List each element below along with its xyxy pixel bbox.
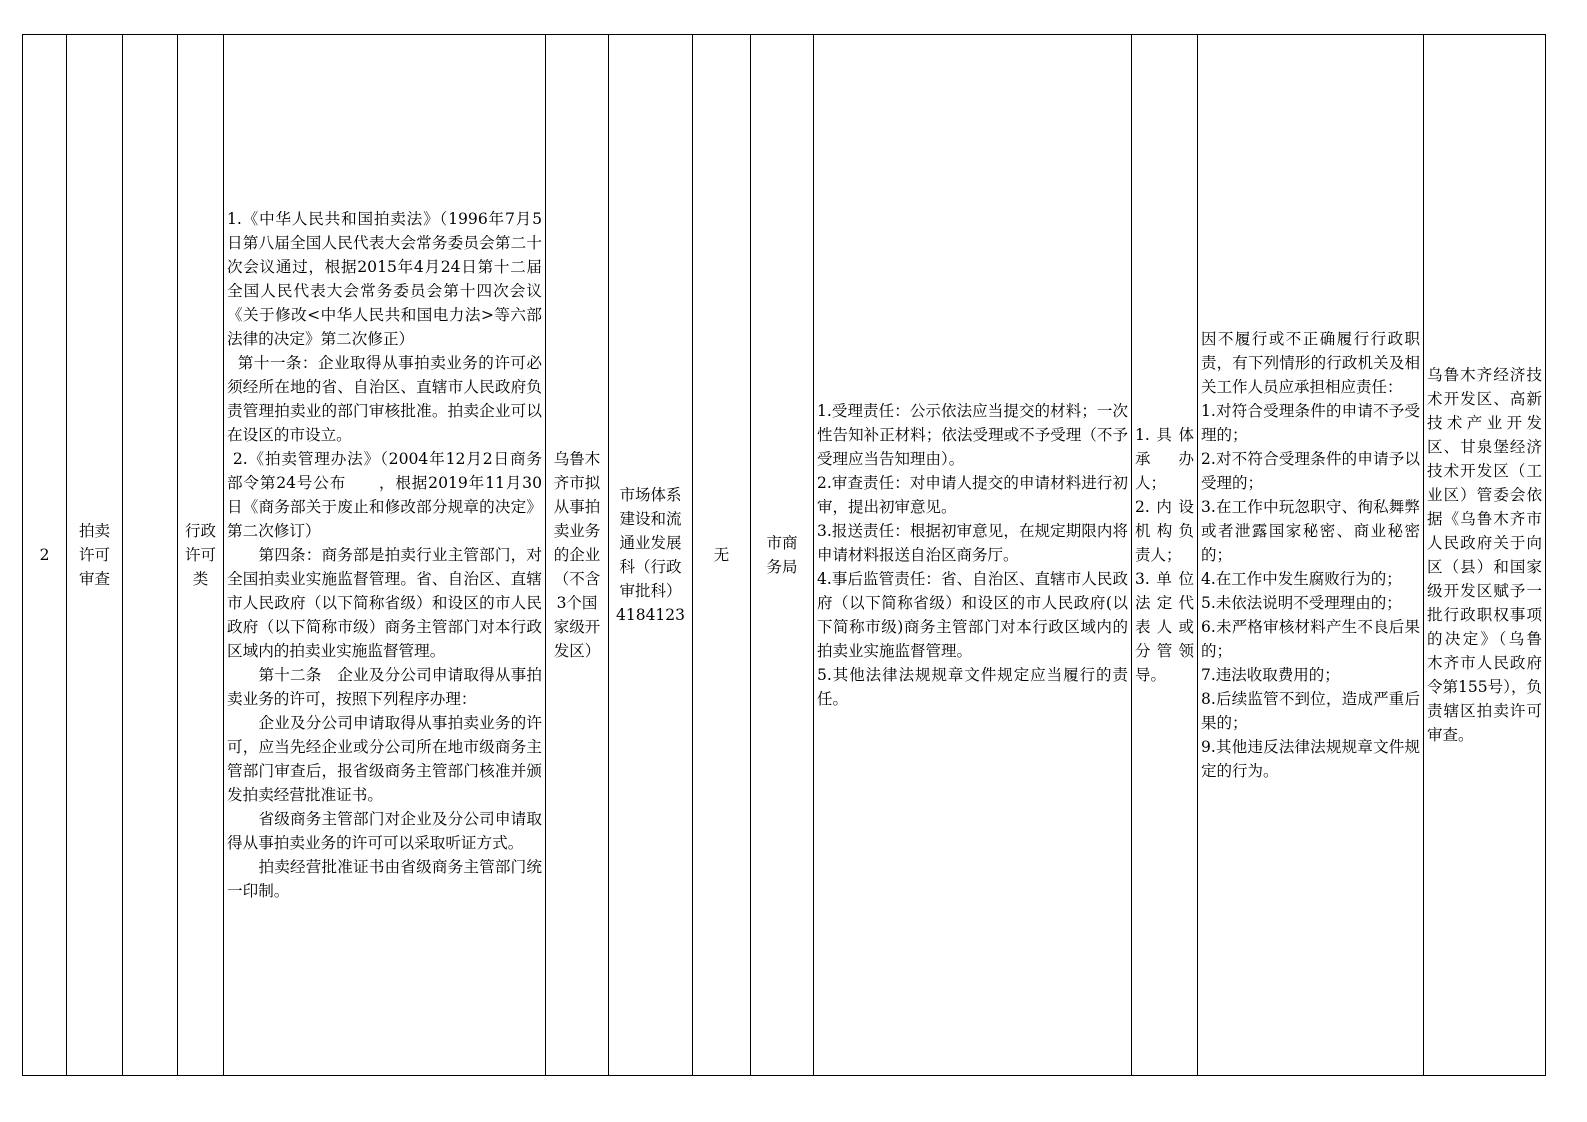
undertaking-dept-cell bbox=[609, 35, 693, 1076]
implementing-authority: 市商务局 bbox=[766, 534, 798, 576]
responsible-person: 2.内设机构负责人； bbox=[1135, 498, 1194, 564]
basis-paragraph: 1.《中华人民共和国拍卖法》（1996年7月5日第八届全国人民代表大会常务委员会第二十次会议通过，根据2015年4月24日第十二届全国人民代表大会常务委员会第十四次会议《关于修改<中华人民共和国电力法>等六部法律的决定》第二次修正） bbox=[227, 210, 542, 348]
other-cell bbox=[693, 35, 751, 1076]
basis-paragraph: 2.《拍卖管理办法》（2004年12月2日商务部令第24号公布 ，根据2019年11月30日《商务部关于废止和修改部分规章的决定》第二次修订） bbox=[227, 450, 542, 540]
item-category: 行政许可类 bbox=[184, 522, 216, 588]
accountability-item: 7.违法收取费用的； bbox=[1201, 666, 1340, 684]
basis-paragraph: 第四条：商务部是拍卖行业主管部门，对全国拍卖业实施监督管理。省、自治区、直辖市人民政府（以下简称省级）和设区的市人民政府（以下简称市级）商务主管部门对本行政区域内的拍卖业实施监督管理。 bbox=[227, 546, 542, 660]
duty-item: 2.审查责任：对申请人提交的申请材料进行初审，提出初审意见。 bbox=[817, 474, 1128, 516]
basis-paragraph: 第十二条 企业及分公司申请取得从事拍卖业务的许可，按照下列程序办理： bbox=[227, 666, 542, 708]
responsible-person: 1.具体承办人； bbox=[1135, 426, 1194, 492]
accountability-item: 1.对符合受理条件的申请不予受理的； bbox=[1201, 402, 1420, 444]
item-name: 拍卖许可审查 bbox=[78, 522, 110, 588]
accountability-item: 9.其他违反法律法规规章文件规定的行为。 bbox=[1201, 738, 1420, 780]
basis-paragraph: 企业及分公司申请取得从事拍卖业务的许可，应当先经企业或分公司所在地市级商务主管部门审查后，报省级商务主管部门核准并颁发拍卖经营批准证书。 bbox=[227, 714, 542, 804]
subject-cell bbox=[546, 35, 609, 1076]
duty-item: 5.其他法律法规规章文件规定应当履行的责任。 bbox=[817, 666, 1128, 708]
basis-paragraph: 第十一条：企业取得从事拍卖业务的许可必须经所在地的省、自治区、直辖市人民政府负责管理拍卖业的部门审核批准。拍卖企业可以在设区的市设立。 bbox=[227, 354, 542, 444]
power-list-table bbox=[22, 34, 1546, 1076]
basis-cell bbox=[224, 35, 546, 1076]
sub-item-cell bbox=[123, 35, 178, 1076]
accountability-cell bbox=[1198, 35, 1424, 1076]
duty-item: 4.事后监管责任：省、自治区、直辖市人民政府（以下简称省级）和设区的市人民政府(以下简称市级)商务主管部门对本行政区域内的拍卖业实施监督管理。 bbox=[817, 570, 1128, 660]
responsible-cell bbox=[1132, 35, 1198, 1076]
remarks-cell bbox=[1424, 35, 1546, 1076]
category-cell bbox=[178, 35, 224, 1076]
basis-paragraph: 省级商务主管部门对企业及分公司申请取得从事拍卖业务的许可可以采取听证方式。 bbox=[227, 810, 542, 852]
remarks-text: 乌鲁木齐经济技术开发区、高新技术产业开发区、甘泉堡经济技术开发区（工业区）管委会依据《乌鲁木齐市人民政府关于向区（县）和国家级开发区赋予一批行政职权事项的决定》（乌鲁木齐市人民政府令第155号），负责辖区拍卖许可审查。 bbox=[1427, 366, 1542, 744]
accountability-item: 5.未依法说明不受理理由的； bbox=[1201, 594, 1402, 612]
undertaking-department: 市场体系建设和流通业发展科（行政审批科）4184123 bbox=[615, 486, 686, 624]
accountability-item: 8.后续监管不到位，造成严重后果的； bbox=[1201, 690, 1420, 732]
accountability-item: 3.在工作中玩忽职守、徇私舞弊或者泄露国家秘密、商业秘密的； bbox=[1201, 498, 1420, 564]
other-value: 无 bbox=[713, 546, 730, 564]
seq-number: 2 bbox=[39, 546, 50, 564]
accountability-item: 2.对不符合受理条件的申请予以受理的； bbox=[1201, 450, 1420, 492]
responsible-person: 3.单位法定代表人或分管领导。 bbox=[1135, 570, 1194, 684]
authority-cell bbox=[751, 35, 814, 1076]
accountability-item: 因不履行或不正确履行行政职责，有下列情形的行政机关及相关工作人员应承担相应责任： bbox=[1201, 330, 1420, 396]
table-row bbox=[23, 35, 1546, 1076]
seq-cell bbox=[23, 35, 67, 1076]
applicable-subject: 乌鲁木齐市拟从事拍卖业务的企业（不含3个国家级开发区） bbox=[553, 450, 601, 660]
accountability-item: 6.未严格审核材料产生不良后果的； bbox=[1201, 618, 1420, 660]
duty-item: 1.受理责任：公示依法应当提交的材料；一次性告知补正材料；依法受理或不予受理（不予受理应当告知理由）。 bbox=[817, 402, 1128, 468]
accountability-item: 4.在工作中发生腐败行为的； bbox=[1201, 570, 1402, 588]
item-name-cell bbox=[67, 35, 123, 1076]
duty-item: 3.报送责任：根据初审意见，在规定期限内将申请材料报送自治区商务厅。 bbox=[817, 522, 1128, 564]
basis-paragraph: 拍卖经营批准证书由省级商务主管部门统一印制。 bbox=[227, 858, 542, 900]
duties-cell bbox=[814, 35, 1132, 1076]
